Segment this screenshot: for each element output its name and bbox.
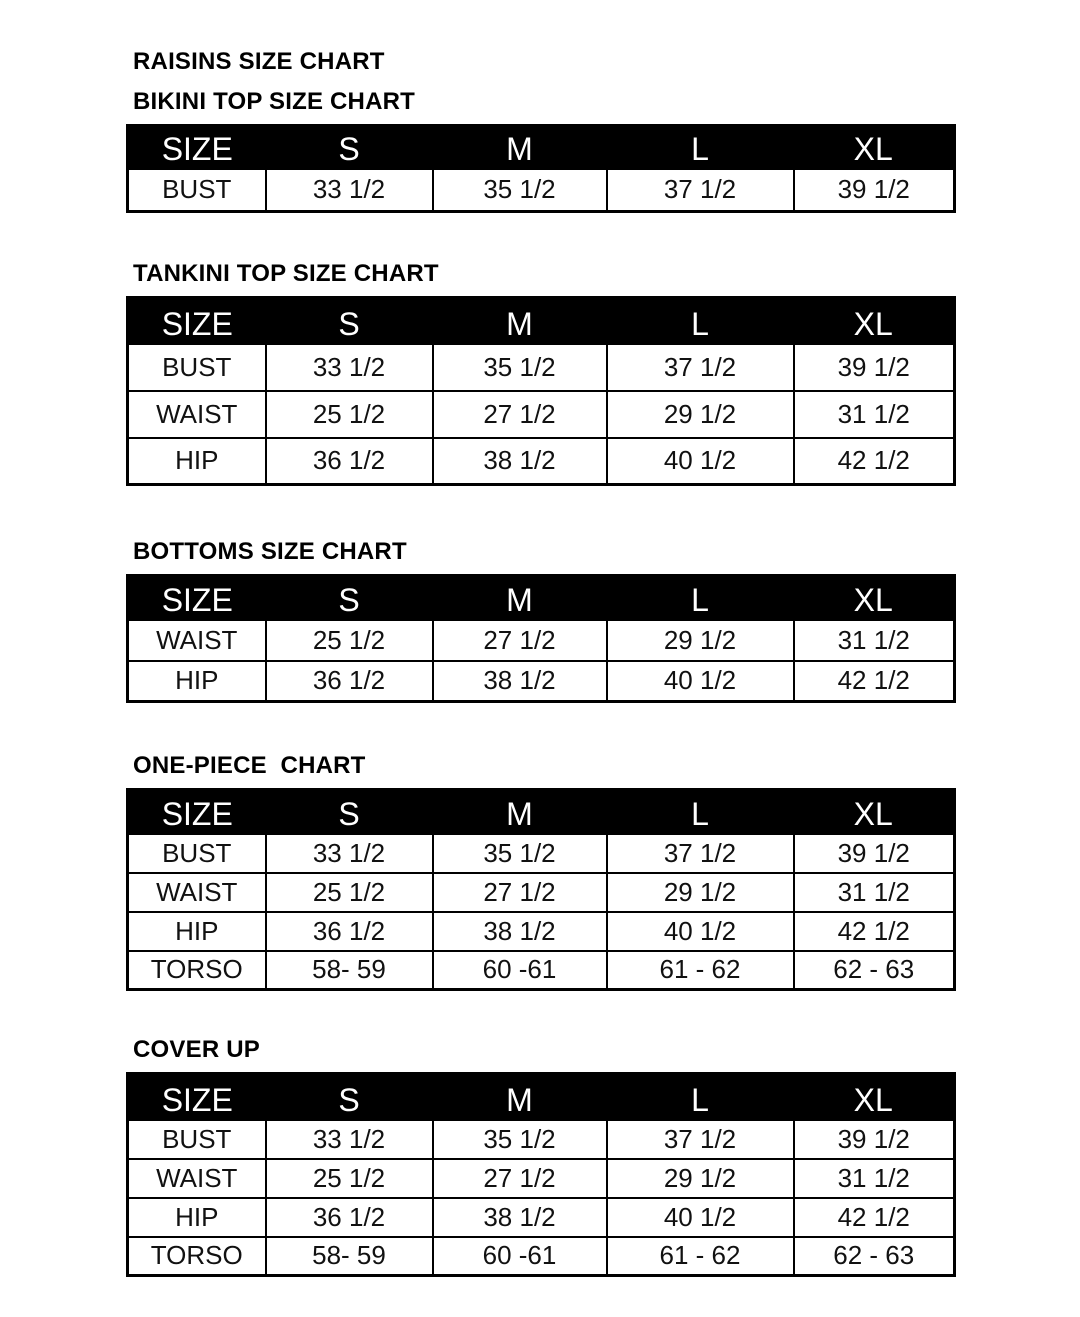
- table-cell: 60 -61: [433, 1237, 607, 1276]
- row-label: WAIST: [128, 620, 266, 661]
- row-label: HIP: [128, 438, 266, 485]
- size-table-cover-up: [126, 1072, 956, 1277]
- header-cell-l: L: [607, 576, 794, 620]
- row-label: WAIST: [128, 1159, 266, 1198]
- table-cell: 35 1/2: [433, 1120, 607, 1159]
- row-label: HIP: [128, 912, 266, 951]
- table-cell: 42 1/2: [794, 438, 955, 485]
- header-cell-xl: XL: [794, 126, 955, 169]
- row-label: TORSO: [128, 1237, 266, 1276]
- table-cell: 38 1/2: [433, 1198, 607, 1237]
- header-cell-size: SIZE: [128, 790, 266, 834]
- header-cell-l: L: [607, 126, 794, 169]
- table-cell: 40 1/2: [607, 912, 794, 951]
- table-cell: 27 1/2: [433, 620, 607, 661]
- size-table-bikini-top: [126, 124, 956, 213]
- header-cell-m: M: [433, 1074, 607, 1120]
- table-row: [128, 1120, 955, 1159]
- table-cell: 36 1/2: [266, 1198, 433, 1237]
- table-cell: 37 1/2: [607, 169, 794, 212]
- header-cell-xl: XL: [794, 298, 955, 344]
- header-cell-xl: XL: [794, 790, 955, 834]
- section-title-tankini-top: TANKINI TOP SIZE CHART: [133, 260, 439, 287]
- table-row: [128, 169, 955, 212]
- header-cell-s: S: [266, 790, 433, 834]
- table-row: [128, 391, 955, 438]
- table-cell: 42 1/2: [794, 661, 955, 702]
- table-cell: 58- 59: [266, 951, 433, 990]
- table-cell: 31 1/2: [794, 620, 955, 661]
- header-cell-size: SIZE: [128, 126, 266, 169]
- section-title-bikini-top: BIKINI TOP SIZE CHART: [133, 88, 416, 115]
- table-cell: 61 - 62: [607, 951, 794, 990]
- header-row: [128, 790, 955, 834]
- table-cell: 29 1/2: [607, 620, 794, 661]
- size-table-bottoms: [126, 574, 956, 703]
- table-cell: 33 1/2: [266, 834, 433, 873]
- table-cell: 35 1/2: [433, 169, 607, 212]
- header-cell-size: SIZE: [128, 298, 266, 344]
- row-label: BUST: [128, 344, 266, 391]
- table-row: [128, 1198, 955, 1237]
- table-cell: 60 -61: [433, 951, 607, 990]
- header-cell-xl: XL: [794, 576, 955, 620]
- table-cell: 39 1/2: [794, 344, 955, 391]
- table-cell: 38 1/2: [433, 438, 607, 485]
- row-label: TORSO: [128, 951, 266, 990]
- header-row: [128, 576, 955, 620]
- header-cell-l: L: [607, 790, 794, 834]
- header-row: [128, 126, 955, 169]
- table-cell: 31 1/2: [794, 1159, 955, 1198]
- table-row: [128, 620, 955, 661]
- header-cell-s: S: [266, 1074, 433, 1120]
- table-cell: 38 1/2: [433, 661, 607, 702]
- section-title-bottoms: BOTTOMS SIZE CHART: [133, 538, 407, 565]
- header-cell-l: L: [607, 298, 794, 344]
- size-table-one-piece: [126, 788, 956, 991]
- header-cell-s: S: [266, 298, 433, 344]
- table-cell: 62 - 63: [794, 1237, 955, 1276]
- table-cell: 25 1/2: [266, 620, 433, 661]
- table-row: [128, 873, 955, 912]
- row-label: HIP: [128, 661, 266, 702]
- header-cell-m: M: [433, 790, 607, 834]
- header-cell-s: S: [266, 126, 433, 169]
- table-cell: 35 1/2: [433, 344, 607, 391]
- header-cell-size: SIZE: [128, 576, 266, 620]
- table-cell: 61 - 62: [607, 1237, 794, 1276]
- table-cell: 35 1/2: [433, 834, 607, 873]
- document-title: RAISINS SIZE CHART: [133, 48, 385, 75]
- table-cell: 42 1/2: [794, 1198, 955, 1237]
- table-row: [128, 344, 955, 391]
- table-row: [128, 912, 955, 951]
- row-label: WAIST: [128, 391, 266, 438]
- table-cell: 36 1/2: [266, 661, 433, 702]
- section-title-cover-up: COVER UP: [133, 1036, 260, 1063]
- table-cell: 39 1/2: [794, 834, 955, 873]
- section-title-one-piece: ONE-PIECE CHART: [133, 752, 366, 779]
- table-cell: 58- 59: [266, 1237, 433, 1276]
- row-label: BUST: [128, 169, 266, 212]
- row-label: BUST: [128, 834, 266, 873]
- table-cell: 33 1/2: [266, 344, 433, 391]
- table-cell: 27 1/2: [433, 1159, 607, 1198]
- table-cell: 37 1/2: [607, 344, 794, 391]
- table-cell: 33 1/2: [266, 1120, 433, 1159]
- header-cell-m: M: [433, 126, 607, 169]
- header-cell-m: M: [433, 576, 607, 620]
- table-cell: 27 1/2: [433, 873, 607, 912]
- table-cell: 29 1/2: [607, 873, 794, 912]
- table-row: [128, 661, 955, 702]
- table-cell: 36 1/2: [266, 912, 433, 951]
- table-cell: 25 1/2: [266, 391, 433, 438]
- header-cell-size: SIZE: [128, 1074, 266, 1120]
- table-cell: 25 1/2: [266, 873, 433, 912]
- table-cell: 27 1/2: [433, 391, 607, 438]
- table-cell: 62 - 63: [794, 951, 955, 990]
- header-cell-m: M: [433, 298, 607, 344]
- table-cell: 38 1/2: [433, 912, 607, 951]
- table-cell: 39 1/2: [794, 1120, 955, 1159]
- header-row: [128, 298, 955, 344]
- table-cell: 39 1/2: [794, 169, 955, 212]
- table-cell: 42 1/2: [794, 912, 955, 951]
- header-cell-s: S: [266, 576, 433, 620]
- table-row: [128, 438, 955, 485]
- table-row: [128, 834, 955, 873]
- row-label: BUST: [128, 1120, 266, 1159]
- table-cell: 36 1/2: [266, 438, 433, 485]
- table-cell: 29 1/2: [607, 391, 794, 438]
- table-cell: 31 1/2: [794, 391, 955, 438]
- header-row: [128, 1074, 955, 1120]
- header-cell-xl: XL: [794, 1074, 955, 1120]
- row-label: HIP: [128, 1198, 266, 1237]
- table-cell: 31 1/2: [794, 873, 955, 912]
- table-cell: 33 1/2: [266, 169, 433, 212]
- table-cell: 29 1/2: [607, 1159, 794, 1198]
- table-cell: 40 1/2: [607, 661, 794, 702]
- table-row: [128, 1237, 955, 1276]
- size-table-tankini-top: [126, 296, 956, 486]
- table-row: [128, 951, 955, 990]
- header-cell-l: L: [607, 1074, 794, 1120]
- table-cell: 37 1/2: [607, 834, 794, 873]
- table-cell: 25 1/2: [266, 1159, 433, 1198]
- row-label: WAIST: [128, 873, 266, 912]
- table-cell: 37 1/2: [607, 1120, 794, 1159]
- table-cell: 40 1/2: [607, 438, 794, 485]
- table-row: [128, 1159, 955, 1198]
- table-cell: 40 1/2: [607, 1198, 794, 1237]
